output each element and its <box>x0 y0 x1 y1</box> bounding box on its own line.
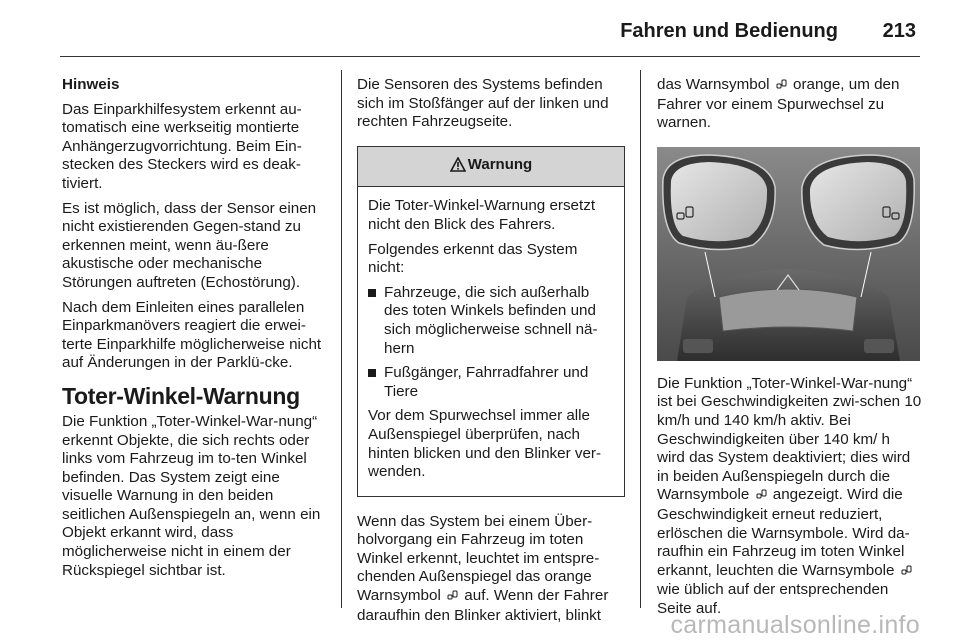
intro-paragraph: Die Funktion „Toter-Winkel-War-nung“ erkennt Objekte, die sich rechts oder links vom Fahrzeug im to-ten Winkel befinden. Das System zeigt eine visuelle Warnung in den beiden seitlichen Außenspiegeln an, wenn ein Objekt erkannt wird, dass möglicherweise nicht in einem der Rückspiegel sichtbar ist. <box>62 412 321 579</box>
note-body <box>56 101 327 373</box>
list-item-text: Fahrzeuge, die sich außerhalb des toten Winkels befinden und sich möglicherweise schnell nä-hern <box>384 283 598 357</box>
warn-paragraph <box>657 76 922 133</box>
text-run: das Warnsymbol <box>657 76 770 93</box>
column-left <box>62 76 327 586</box>
warning-list <box>368 284 614 402</box>
sensor-paragraph: Die Sensoren des Systems befinden sich im Stoßfänger auf der linken und rechten Fahrzeugseite. <box>357 76 609 131</box>
list-item <box>368 364 614 401</box>
overtake-paragraph <box>357 513 625 626</box>
watermark: carmanualsonline.info <box>670 611 920 639</box>
warning-triangle-icon <box>450 157 466 178</box>
text-run: auf. Wenn der Fahrer daraufhin den Blinker aktiviert, blinkt <box>357 587 609 624</box>
list-item-text: Fußgänger, Fahrradfahrer und Tiere <box>384 364 589 400</box>
blind-spot-warning-icon <box>776 77 787 96</box>
mirror-illustration <box>657 147 920 361</box>
warning-box <box>357 146 625 497</box>
list-item <box>368 284 614 358</box>
note-title: Hinweis <box>62 76 120 93</box>
speed-paragraph <box>657 375 922 619</box>
note-paragraph: Es ist möglich, dass der Sensor einen nicht existierenden Gegen-stand zu erkennen meint, wenn äu-ßere akustische oder mechanische Störungen auftreten (Echostörung). <box>62 199 317 291</box>
note-paragraph: Nach dem Einleiten eines parallelen Einparkmanövers reagiert die erwei-terte Einparkhilfe möglicherweise nicht auf Änderungen in der Parklü-cke. <box>62 298 322 372</box>
bullet-square-icon <box>368 369 376 377</box>
warning-paragraph: Folgendes erkennt das System nicht: <box>368 240 578 277</box>
blind-spot-warning-icon <box>901 563 912 582</box>
warning-title: Warnung <box>467 155 533 173</box>
note-paragraph: Das Einparkhilfesystem erkennt au-tomatisch eine werkseitig montierte Anhängerzugvorrichtung. Beim Ein-stecken des Steckers wird es deak-tiviert. <box>62 100 302 192</box>
bullet-square-icon <box>368 289 376 297</box>
page-header <box>60 14 920 57</box>
text-run: wie üblich auf der entsprechenden Seite auf. <box>657 581 889 617</box>
text-run: Die Funktion „Toter-Winkel-War-nung“ ist bei Geschwindigkeiten zwi-schen 10 km/h und 140 km/h aktiv. Bei Geschwindigkeiten über 140 km/ h wird das System deaktiviert; dies wird in beiden Außenspiegeln durch die Warnsymbole <box>657 374 922 504</box>
section-title: Fahren und Bedienung <box>620 20 838 42</box>
warning-paragraph: Vor dem Spurwechsel immer alle Außenspiegel überprüfen, nach hinten blicken und den Blinker ver-wenden. <box>368 407 602 481</box>
text-run: orange, um den Fahrer vor einem Spurwechsel zu warnen. <box>657 76 900 132</box>
column-divider <box>341 70 342 608</box>
page-number: 213 <box>882 20 916 42</box>
warning-body <box>358 187 624 495</box>
blind-spot-warning-icon <box>447 588 458 607</box>
column-middle <box>357 76 625 631</box>
warning-paragraph: Die Toter-Winkel-Warnung ersetzt nicht den Blick des Fahrers. <box>368 197 596 233</box>
column-divider <box>640 70 641 608</box>
blind-spot-warning-icon <box>756 487 767 506</box>
text-run: Wenn das System bei einem Über-holvorgang ein Fahrzeug im toten Winkel erkennt, leuchtet im entspre-chenden Außenspiegel das orange Warnsymbol <box>357 512 600 605</box>
column-right <box>657 76 922 625</box>
text-run: angezeigt. Wird die Geschwindigkeit erneut reduziert, erlöschen die Warnsymbole. Wird da-raufhin ein Fahrzeug im toten Winkel erkannt, leuchten die Warnsymbole <box>657 486 910 579</box>
warning-header <box>358 147 624 188</box>
section-heading: Toter-Winkel-Warnung <box>62 382 300 409</box>
